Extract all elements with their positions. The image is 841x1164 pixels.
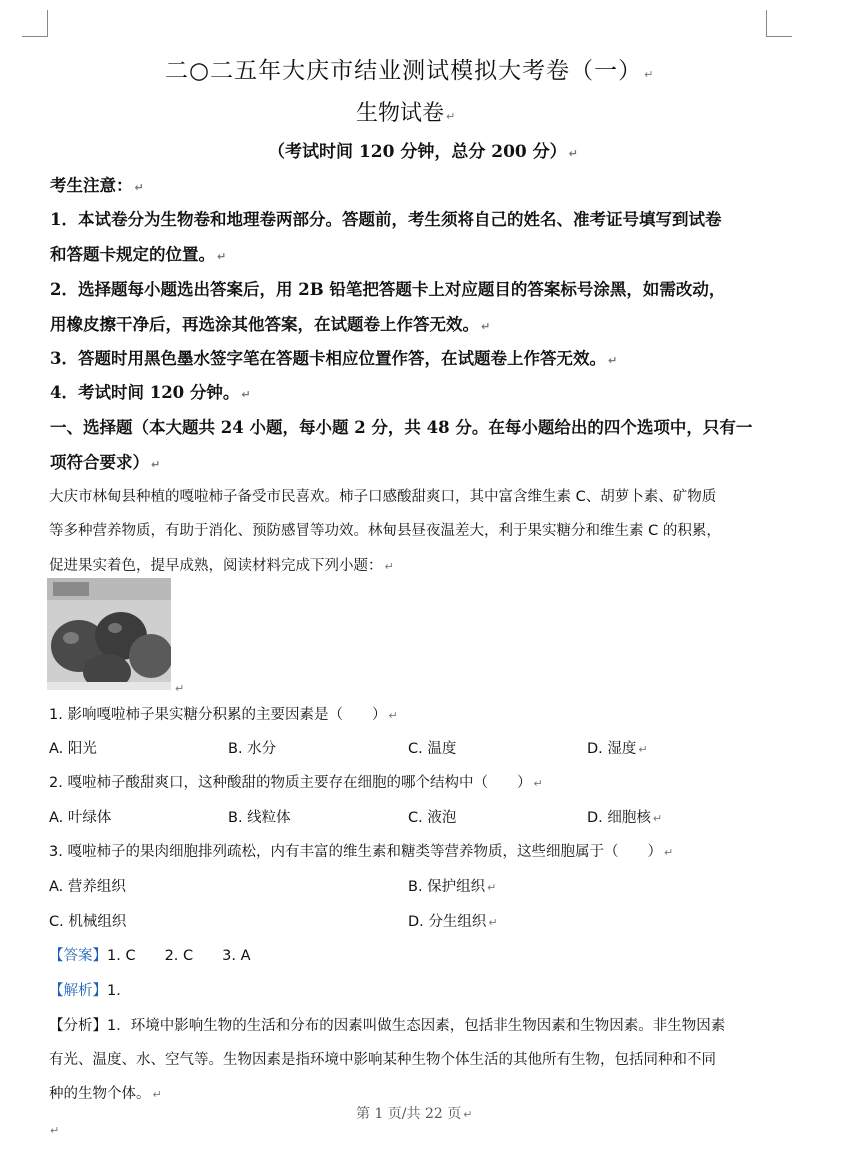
notice-item-3: 3．答题时用黑色墨水签字笔在答题卡相应位置作答，在试题卷上作答无效。 ↵ [50, 349, 618, 368]
question-1-option-c: C. 温度 [408, 741, 457, 757]
question-2-stem: 2. 嘎啦柿子酸甜爽口，这种酸甜的物质主要存在细胞的哪个结构中（ ） ↵ [49, 775, 543, 791]
page-footer: 第 1 页/共 22 页 ↵ [356, 1106, 473, 1122]
question-1-stem: 1. 影响嘎啦柿子果实糖分积累的主要因素是（ ） ↵ [49, 707, 398, 723]
question-2-option-a: A. 叶绿体 [49, 810, 112, 826]
answer-text: 1. C 2. C 3. A [107, 948, 251, 964]
analysis-detail-line-3: 种的生物个体。 ↵ [49, 1086, 162, 1102]
question-1-option-b: B. 水分 [228, 741, 277, 757]
notice-item-4: 4．考试时间 120 分钟。 ↵ [50, 383, 251, 402]
material-line-2: 等多种营养物质，有助于消化、预防感冒等功效。林甸县昼夜温差大，利于果实糖分和维生素 C 的积累， [49, 523, 721, 539]
question-2-option-b: B. 线粒体 [228, 810, 291, 826]
question-2-option-c: C. 液泡 [408, 810, 457, 826]
material-line-3: 促进果实着色，提早成熟，阅读材料完成下列小题： ↵ [49, 558, 394, 574]
analysis-detail-line-1: 【分析】1．环境中影响生物的生活和分布的因素叫做生态因素，包括非生物因素和生物因素。非生物因素 [49, 1018, 726, 1034]
analysis-line [49, 979, 131, 1000]
answer-line [49, 944, 251, 965]
analysis-detail-tag: 【分析】 [49, 1018, 107, 1034]
exam-title: 二○二五年大庆市结业测试模拟大考卷（一） ↵ [165, 58, 655, 84]
question-3-option-a: A. 营养组织 [49, 879, 126, 895]
notice-item-2: 2．选择题每小题选出答案后，用 2B 铅笔把答题卡上对应题目的答案标号涂黑，如需改动， [50, 280, 726, 299]
photo-paragraph-mark: ↵ [175, 682, 185, 695]
analysis-text: 1． [107, 983, 131, 999]
question-2-option-d: D. 细胞核 ↵ [587, 810, 663, 826]
notice-heading: 考生注意： ↵ [50, 176, 144, 195]
notice-item-1: 1．本试卷分为生物卷和地理卷两部分。答题前，考生须将自己的姓名、准考证号填写到试卷 [50, 210, 722, 229]
exam-time-info: （考试时间 120 分钟，总分 200 分） ↵ [268, 142, 578, 162]
question-3-option-d: D. 分生组织 ↵ [408, 914, 498, 930]
material-line-1: 大庆市林甸县种植的嘎啦柿子备受市民喜欢。柿子口感酸甜爽口，其中富含维生素 C、胡萝卜素、矿物质 [49, 489, 717, 505]
analysis-detail-line-2: 有光、温度、水、空气等。生物因素是指环境中影响某种生物个体生活的其他所有生物，包括同种和不同 [49, 1052, 716, 1068]
question-1-option-a: A. 阳光 [49, 741, 97, 757]
crop-mark-top-right-h [766, 36, 792, 37]
notice-item-1-cont: 和答题卡规定的位置。 ↵ [50, 245, 227, 264]
question-3-stem: 3. 嘎啦柿子的果肉细胞排列疏松，内有丰富的维生素和糖类等营养物质，这些细胞属于（ ） ↵ [49, 844, 674, 860]
crop-mark-top-left-h [22, 36, 48, 37]
subject-title: 生物试卷 ↵ [356, 101, 456, 126]
section-heading: 一、选择题（本大题共 24 小题，每小题 2 分，共 48 分。在每小题给出的四个选项中，只有一 [50, 418, 753, 437]
crop-mark-top-left-v [47, 10, 48, 36]
section-heading-cont: 项符合要求） ↵ [50, 453, 161, 472]
persimmon-photo [47, 578, 171, 690]
question-3-option-b: B. 保护组织 ↵ [408, 879, 497, 895]
crop-mark-top-right-v [766, 10, 767, 36]
question-3-option-c: C. 机械组织 [49, 914, 127, 930]
analysis-tag: 【解析】 [49, 983, 107, 999]
notice-item-2-cont: 用橡皮擦干净后，再选涂其他答案，在试题卷上作答无效。 ↵ [50, 315, 491, 334]
question-1-option-d: D. 湿度 ↵ [587, 741, 648, 757]
answer-tag: 【答案】 [49, 948, 107, 964]
end-paragraph-mark: ↵ [50, 1124, 60, 1137]
